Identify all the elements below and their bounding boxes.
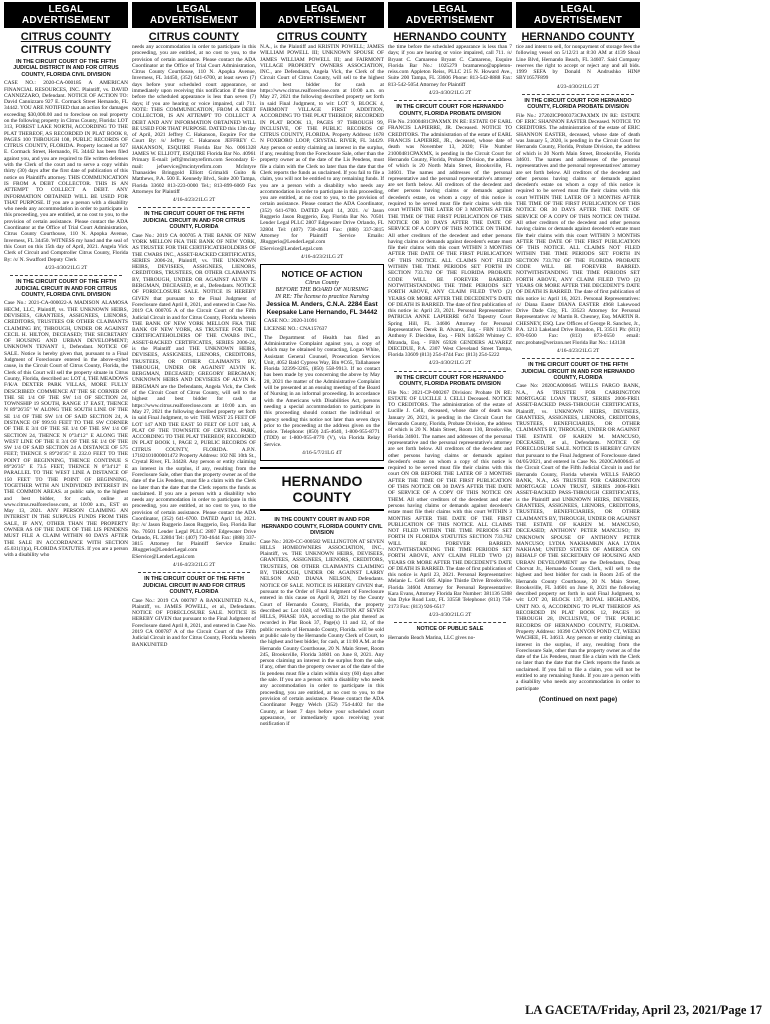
legal-notice (132, 44, 256, 203)
notice-box-subtitle: Citrus County (305, 280, 339, 287)
notice-box-respondent: Jessica M. Anders, C.N.A. 2284 East Keepsake Lane Hernando, FL 34442 (266, 301, 378, 317)
legal-columns (4, 2, 766, 998)
notice-body: Case No: 2020CA000645 WELLS FARGO BANK, N.A., AS TRUSTEE FOR CARRINGTON MORTGAGE LOAN TRUST, SERIES 2006-FRE1 ASSET-BACKED PASS-THROUGH CERTIFICATES, Plaintiff, vs. UNKNOWN HEIRS, DEVISEES, GRANTEES, ASSIGNEES, LIENORS, CREDITORS, TRUSTEES, BENEFICIARIES, OR OTHER CLAIMANTS BY, THROUGH, UNDER OR AGAINST THE ESTATE OF KAREN M. MANCUSO, DECEASED, et al., Defendants. NOTICE OF FORECLOSURE SALE. NOTICE IS HEREBY GIVEN that pursuant to the Final Judgment of Foreclosure dated 04/05/2021, and entered in Case No. 2020CA000645 of the Circuit Court of the Fifth Judicial Circuit in and for Hernando County, Florida wherein WELLS FARGO BANK, N.A., AS TRUSTEE FOR CARRINGTON MORTGAGE LOAN TRUST, SERIES 2006-FRE1 ASSET-BACKED PASS-THROUGH CERTIFICATES, is the Plaintiff and UNKNOWN HEIRS, DEVISEES, GRANTEES, ASSIGNEES, LIENORS, CREDITORS, TRUSTEES, BENEFICIARIES, OR OTHER CLAIMANTS BY, THROUGH, UNDER OR AGAINST THE ESTATE OF KAREN M. MANCUSO, DECEASED; ANTHONY PETER MANCUSO; IN UNKNOWN SPOUSE OF ANTHONY PETER MANCUSO; LYDIA NAKHAMKIN AKA LYDIA NAKHAM; UNITED STATES OF AMERICA ON BEHALF OF THE SECRETARY OF HOUSING AND URBAN DEVELOPMENT are the Defendants, Doug Chorvat Jr., Hernando County Clerk, will sell to the highest and best bidder for cash in Room 245 of the Hernando County Courthouse, 20 N. Main Street, Brooksville, FL 34601 on June 8, 2021 the following described property set forth in said Final Judgment, to wit: LOT 20, BLOCK 137, ROYAL HIGHLANDS, UNIT NO. 6, ACCORDING TO PLAT THEREOF AS RECORDED IN PLAT BOOK 12, PAGES 16 THROUGH 28, INCLUSIVE, OF THE PUBLIC RECORDS OF HERNANDO COUNTY, FLORIDA. Property Address: 10390 CANYON POND CT, WEEKI WACHEE, FL 34613. Any person or entity claiming an interest in the surplus, if any, resulting from the Foreclosure Sale, other than the property owner as of the date of the Lis Pendens, must file a claim with the Clerk no later than the date that the Clerk reports the funds as unclaimed. If you fail to file a claim, you will not be entitled to any remaining funds. If you are a person with a disability who needs any accommodation in order to participate (516, 383, 640, 692)
divider (522, 94, 634, 95)
notice-tag: 4/16-4/23/21LG 2T (300, 253, 344, 260)
notice-tag: 4/23-4/30/21LG 2T (44, 264, 88, 271)
notice-box-title: NOTICE OF ACTION (281, 269, 363, 280)
section-title: HERNANDO COUNTY (260, 467, 384, 511)
county-title: HERNANDO COUNTY (521, 31, 635, 43)
notice-heading: NOTICE OF PUBLIC SALE (416, 626, 484, 633)
notice-tag: 4/16-4/23/21LG 2T (172, 562, 216, 569)
notice-body: File No.: 27202ICP000373CPAXMX IN RE: ESTATE OF ERIC SHANNON EASTER Deceased. NOTICE TO CREDITORS. The administration of the estate of ERIC SHANNON EASTER, deceased, whose date of death was January 5, 2020, is pending in the Circuit Court for Hernando County, Florida, Probate Division, the address of which is 20 North Main Street, Brooksville, Florida 34601. The names and addresses of the personal representatives and the personal representatives' attorney are set forth below. All creditors of the decedent and other persons having claims or demands against decedent's estate on whom a copy of this notice is required to be served must file their claims with this court WITHIN THE LATER OF 3 MONTHS AFTER THE TIME OF THE FIRST PUBLICATION OF THIS NOTICE OR 30 DAYS AFTER THE DATE OF SERVICE OF A COPY OF THIS NOTICE ON THEM. All other creditors of the decedent and other persons having claims or demands against decedent's estate must file their claims with this court WITHIN 3 MONTHS AFTER THE DATE OF THE FIRST PUBLICATION OF THIS NOTICE. ALL CLAIMS NOT FILED WITHIN THE TIME PERIODS SET FORTH IN SECTION 733.702 OF THE FLORIDA PROBATE CODE WILL BE FOREVER BARRED. NOTWITHSTANDING THE TIME PERIODS SET FORTH ABOVE, ANY CLAIM FILED TWO (2) YEARS OR MORE AFTER THE DECEDENT'S DATE OF DEATH IS BARRED. The date of first publication of this notice is: April 16, 2021. Personal Representatives: /s/ Diana Easter DIANA EASTER 4968 Lakewood Drive Dade City, FL 33523 Attorney for Personal Representative: /s/ Martin R. Chesney, Esq. MARTIN R. CHESNEY, ESQ. Law Offices of George R. Sanchez, Jr., P.A. 1213 Lakeland Drive Brandon, FL 33511 Ph: (813) 870-0500 Fax: (813) 873-0550 email: mrc.probate@verizon.net Florida Bar No.: 143138 (516, 112, 640, 346)
notice-body: File No. 21000481CPAXMX IN RE: ESTATE OF EARL FRANCIS LAPIERRE, JR. Deceased. NOTICE TO CREDITORS. The administration of the estate of EARL FRANCIS LAPIERRE, JR., deceased, whose date of death was November 13, 2020; File Number 21000481CPAXMX, is pending in the Circuit Court for Hernando County, Florida, Probate Division, the address of which is 20 North Main Street, Brooksville, FL 34601. The names and addresses of the personal representative and the personal representative's attorney are set forth below. All creditors of the decedent and other persons having claims or demands against decedent's estate, on whom a copy of this notice is required to be served must file their claims with this court WITHIN THE LATER OF 3 MONTHS AFTER THE TIME OF THE FIRST PUBLICATION OF THIS NOTICE OR 30 DAYS AFTER THE DATE OF SERVICE OF A COPY OF THIS NOTICE ON THEM. All other creditors of the decedent and other persons having claims or demands against decedent's estate must file their claims with this court WITHIN 3 MONTHS AFTER THE DATE OF THE FIRST PUBLICATION OF THIS NOTICE. ALL CLAIMS NOT FILED WITHIN THE TIME PERIODS SET FORTH IN SECTION 733.702 OF THE FLORIDA PROBATE CODE WILL BE FOREVER BARRED. NOTWITHSTANDING THE TIME PERIODS SET FORTH ABOVE, ANY CLAIM FILED TWO (2) YEARS OR MORE AFTER THE DECEDENT'S DATE OF DEATH IS BARRED. The date of first publication of this notice is: April 23, 2021. Personal Representative: PATRICIA ANNE LAPIERRE 6474 Tapestry Court Spring Hill, FL 34606 Attorney for Personal Representative: Derek B. Alvarez, Esq. - FBN 114278 Anthony F. Diecidue, Esq. - FBN 146528 Whitney C. Miranda, Esq. - FBN 65928 GENDERS ALVAREZ DIECIDUE, P.A. 2307 West Cleveland Street Tampa, Florida 33609 (813) 254-4744 Fax: (813) 254-5222 (388, 119, 512, 359)
notice-heading: IN THE CIRCUIT COURT OF THE FIFTH JUDICIAL CIRCUIT IN AND FOR CITRUS COUNTY, FLORIDA CIVIL DIVISION (14, 279, 118, 298)
nursing-notice-box (260, 264, 384, 461)
column-header: LEGAL ADVERTISEMENT (516, 2, 640, 28)
column-header: LEGAL ADVERTISEMENT (388, 2, 512, 28)
legal-notice (4, 279, 128, 558)
notice-tag: 4/16-5/7/21LG 4T (302, 450, 342, 457)
legal-notice (388, 375, 512, 619)
notice-body: Case No.: 2020-CC-000582 WELLINGTON AT SEVEN HILLS HOMEOWNERS ASSOCIATION, INC., Plaintiff, vs. THE UNKNOWN HEIRS, DEVISEES, GRANTEES, ASSIGNEES, LIENORS, CREDITORS, TRUSTEES, OR OTHER CLAIMANTS CLAIMING BY, THROUGH, UNDER OR AGAINST LARRY NELSON AND DIANA NELSON, Defendants. NOTICE OF SALE. NOTICE IS HEREBY GIVEN that, pursuant to the Order of Final Judgment of Foreclosure entered in this cause on April 8, 2021 by the County Court of Hernando County, Florida, the property described as: Lot 1028, of WELLINGTON AT SEVEN HILLS, PHASE 10A, according to the plat thereof as recorded in Plat Book 37, Page(s) 11 and 12, of the public records of Hernando County, Florida. will be sold at public sale by the Hernando County Clerk of Court, to the highest and best bidder, for cash, at 11:00 A.M. at the Hernando County Courthouse, 20 N. Main Street, Room 245, Brooksville, Florida 34601 on June 8, 2021. Any person claiming an interest in the surplus from the sale, if any, other than the property owner as of the date of the lis pendens must file a claim within sixty (60) days after the sale. If you are a person with a disability who needs any accommodation in order to participate in this proceeding, you are entitled, at no cost to you, to the provision of certain assistance. Please contact the ADA Coordinator Peggy Welch (352) 754-4402 for the County, at least 7 days before your scheduled court appearance, or immediately upon receiving your notification if (260, 538, 384, 728)
column-header: LEGAL ADVERTISEMENT (4, 2, 128, 28)
legal-notice (132, 576, 256, 648)
notice-heading: IN THE CIRCUIT COURT FOR HERNANDO COUNTY, FLORIDA PROBATE DIVISION (396, 374, 504, 388)
notice-body: N.A., is the Plaintiff and KRISTIN POWELL; JAMES WILLIAM POWELL III; UNKNOWN SPOUSE OF JAMES WILLIAM POWELL III; and FAIRMONT VILLAGE PROPERTY OWNERS ASSOCIATION, INC., are Defendants, Angela Vick, the Clerk of the Circuit Court of Citrus County, will sell to the highest and best bidder for cash at https://www.citrus.realforeclose.com at 10:00 a.m. on May 27, 2021 the following described property set forth in said Final Judgment, to wit: LOT 9, BLOCK 4, FAIRMONT VILLAGE FIRST ADDITION, ACCORDING TO THE PLAT THEREOF, RECORDED IN PLAT BOOK 13, PAGES 97 THROUGH 99, INCLUSIVE, OF THE PUBLIC RECORDS OF CITRUS COUNTY, FLORIDA. Property Address: 1678 N FOXBORO LOOP, CRYSTAL RIVER, FL 34429. Any person or entity claiming an interest in the surplus, if any, resulting from the Foreclosure Sale, other than the property owner as of the date of the Lis Pendens, must file a claim with the Clerk no later than the date that the Clerk reports the funds as unclaimed. If you fail to file a claim, you will not be entitled to any remaining funds. If you are a person with a disability who needs any accommodation in order to participate in this proceeding, you are entitled, at no cost to you, to the provision of certain assistance. Please contact the ADA Coordinator, (352) 641-6700. DATED April 14, 2021. /s/ Jason Ruggerio Jason Ruggerio, Esq. Florida Bar No. 70501 Lender Legal PLLC 2807 Edgewater Drive Orlando, FL 32804 Tel: (407) 730-4644 Fax: (888) 337-3815 Attorney for Plaintiff Service Emails: JRuggerio@LenderLegal.com EService@LenderLegal.com (260, 44, 384, 252)
divider (394, 622, 506, 623)
divider (10, 275, 122, 276)
notice-box-case: CASE NO.: 2020-31091 (264, 318, 318, 325)
notice-heading: IN THE CIRCUIT COURT FOR HERNANDO COUNTY, FLORIDA PROBATE DIVISION (396, 104, 504, 117)
notice-body: Hernando Beach Marina, LLC gives no- (388, 634, 476, 641)
notice-body: CASE NO.: 2020-CA-000185 A AMERICAN FINANCIAL RESOURCES, INC. Plaintiff, vs. DAVID CANNIZZARO, Defendant. NOTICE OF ACTION TO: David Cannizzaro 927 E. Cormack Street Hernando, FL 34442. YOU ARE NOTIFIED that an action for damages exceeding $30,000.00 and to foreclose on real property on the following property in Citrus County, Florida: LOT 313, FOREST LAKE NORTH, ACCORDING TO THE PLAT THEREOF, AS RECORDED IN PLAT BOOK 8, PAGES 100 THROUGH 108, PUBLIC RECORDS OF CITRUS COUNTY, FLORIDA. Property located at 927 E. Cormack Street, Hernando, FL 34442 has been filed against you, and you are required to file written defenses with the Clerk of the court and to serve a copy within thirty (30) days after the first date of publication of this notice on Plaintiff's attorney. THIS COMMUNICATION IS FROM A DEBT COLLECTOR. THIS IS AN ATTEMPT TO COLLECT A DEBT. ANY INFORMATION OBTAINED WILL BE USED FOR THAT PURPOSE. If you are a person with a disability who needs any accommodation in order to participate in this proceeding, you are entitled, at no cost to you, to the provision of certain assistance. Please contact the ADA Coordinator at the Office of Trial Court Administration, Citrus County Courthouse, 110 N. Apopka Avenue, Inverness, FL 34450. WITNESS my hand and the seal of this Court on this 15th day of April, 2021. Angela Vick Clerk of Circuit and Comptroller Citrus County, Florida By: /s/ N. Swafford Deputy Clerk (4, 80, 128, 263)
notice-box-agency: BEFORE THE BOARD OF NURSING (275, 287, 369, 294)
notice-heading: IN THE CIRCUIT COURT OF THE FIFTH JUDICIAL CIRCUIT IN AND FOR HERNANDO COUNTY, FLORIDA (521, 362, 635, 381)
divider (138, 207, 250, 208)
column-4 (388, 2, 512, 998)
county-title: CITRUS COUNTY (20, 31, 112, 43)
column-header: LEGAL ADVERTISEMENT (260, 2, 384, 28)
page-footer: LA GACETA/Friday, April 23, 2021/Page 17 (525, 1003, 762, 1017)
county-title: HERNANDO COUNTY (393, 31, 507, 43)
notice-box-re: IN RE: The license to practice Nursing (275, 294, 369, 301)
notice-heading: IN THE CIRCUIT COURT FOR HERNANDO COUNTY, FLORIDA PROBATE DIVISION (524, 98, 632, 111)
column-5 (516, 2, 640, 998)
notice-tag: 4/23-4/30/21LG 2T (556, 83, 600, 90)
divider (522, 358, 634, 359)
county-title: CITRUS COUNTY (276, 31, 368, 43)
legal-notice (516, 98, 640, 354)
notice-box-body: The Department of Health has filed an Administrative Complaint against you, a copy of which may be obtained by contacting, Logan White, Assistant General Counsel, Prosecution Services Unit, 4052 Bald Cypress Way, Bin #C65, Tallahassee Florida 32399-3265, (850) 558-9913. If no contact has been made by you concerning the above by May 28, 2021 the matter of the Administrative Complaint will be presented at an ensuing meeting of the Board of Nursing in an informal proceeding. In accordance with the Americans with Disabilities Act, persons needing a special accommodation to participate in this proceeding should contact the individual or agency sending this notice not later than seven days prior to the proceeding at the address given on the notice. Telephone: (850) 245-4640, 1-800-955-8771 (TDD) or 1-800-955-8770 (V), via Florida Relay Service. (264, 334, 380, 448)
notice-body: tice and intent to sell, for nonpayment of storage fees the following vessel on 5/12/21 at 8:30 AM at 4139 Shoal Line Blvd, Hernando Beach, FL 34607. Said Company reserves the right to accept or reject any and all bids. 1999 SEFA by Donald N Andrushko HIN# SBY1657F899 (516, 44, 640, 82)
notice-tag: 4/16-4/23/21LG 2T (172, 197, 216, 204)
notice-body: needs any accommodation in order to participate in this proceeding, you are entitled, at no cost to you, to the provision of certain assistance. Please contact the ADA Coordinator at the Office of Trial Court Administration, Citrus County Courthouse, 110 N. Apopka Avenue, Inverness, FL 34450, (352) 641-6700, at least seven (7) days before your scheduled court appearance, or immediately upon receiving this notification if the time before the scheduled appearance is less than seven (7) days; if you are hearing or voice impaired, call 711. NOTE: THIS COMMUNICATION, FROM A DEBT COLLECTOR, IS AN ATTEMPT TO COLLECT A DEBT AND ANY INFORMATION OBTAINED WILL BE USED FOR THAT PURPOSE. DATED this 13th day of April, 2021 Jeffrey C. Hakanson, Esquire For the Court By: /s/ Jeffrey C. Hakanson JEFFREY C. HAKANSON, ESQUIRE Florida Bar No. 0061328 JAMES W. ELLIOTT, ESQUIRE Florida Bar No. 40961 Primary E-mail: jeff@mcintyrefirm.com Secondary E-mail: jefservice@mcintyrefirm.com McIntyre Thanasides Bringgold Elliott Grimaldi Guito & Matthews, P.A. 500 E. Kennedy Blvd., Suite 200 Tampa, Florida 33602 813-223-0000 Tel.; 813-899-6069 Fax Attorneys for Plaintiff (132, 44, 256, 195)
column-3 (260, 2, 384, 998)
notice-tag: 4/23-4/30/21LG 2T (428, 611, 472, 618)
legal-notice (388, 626, 512, 641)
notice-heading: IN THE CIRCUIT COURT OF THE FIFTH JUDICIAL CIRCUIT IN AND FOR CITRUS COUNTY, FLORIDA (142, 576, 246, 596)
county-title: CITRUS COUNTY (148, 31, 240, 43)
notice-tag: 4/16-4/23/21LG 2T (556, 347, 600, 354)
notice-body: Case No.: 2021-CA-000022-A MADISON ALAMOSA HECM, LLC, Plaintiff, vs. THE UNKNOWN HEIRS, DEVISEES, GRANTEES, ASSIGNEES, LIENORS, CREDITORS, TRUSTEES OR OTHER CLAIMANTS CLAIMING BY, THROUGH, UNDER OR AGAINST CECIL H. HILTON, DECEASED; THE SECRETARY OF HOUSING AND URBAN DEVELOPMENT; UNKNOWN TENANT 1, Defendant. NOTICE OF SALE. Notice is hereby given that, pursuant to a Final Judgment of Foreclosure entered in the above-styled cause, in the Circuit Court of Citrus County, Florida, the Clerk of this Court will sell the property situate in Citrus County, Florida, described as: LOT 4, THE MEADOWS F/K/A DEXTER PARK VILLAS, MORE FULLY DESCRIBED: COMMENCE AT THE SE CORNER OF THE SE 1/4 OF THE SW 1/4 OF SECTION 24, TOWNSHIP 19 SOUTH, RANGE 17 EAST, THENCE N 89°26'35" W ALONG THE SOUTH LINE OF THE SE 1/4 OF THE SW 1/4 OF SAID SECTION 24, A DISTANCE OF 999.93 FEET TO THE SW CORNER OF THE E 3/4 OF THE SE 1/4 OF THE SW 1/4 OF SECTION 24, THENCE N 0°34'12" E ALONG THE WEST LINE OF THE E 3/4 OF THE SE 1/4 OF THE SW 1/4 OF SAID SECTION 24 A DISTANCE OF 575 FEET; THENCE S 89°26'35" E 232.0 FEET TO THE POINT OF BEGINNING, THENCE CONTINUE S 89°26'35" E 73.5 FEET, THENCE N 0°34'12" E PARALLEL TO THE WEST LINE A DISTANCE OF 150 FEET TO THE POINT OF BEGINNING, TOGETHER WITH AN UNDIVIDED INTEREST IN THE COMMON AREAS. at public sale, to the highest and best bidder, for cash, online at www.citrus.realforeclose.com, at 10:00 a.m., EST on May 13, 2021. ANY PERSON CLAIMING AN INTEREST IN THE SURPLUS FUNDS FROM THIS SALE, IF ANY, OTHER THAN THE PROPERTY OWNER AS OF THE DATE OF THE LIS PENDENS MUST FILE A CLAIM WITHIN 60 DAYS AFTER THE SALE IN ACCORDANCE WITH SECTION 45.031(1)(a), FLORIDA STATUTES. If you are a person with a disability who (4, 300, 128, 559)
notice-tag: 4/23-4/30/21LG 2T (428, 360, 472, 367)
notice-heading: IN THE CIRCUIT COURT OF THE FIFTH JUDICIAL DISTRICT IN AND FOR CITRUS COUNTY, FLORIDA CIVIL DIVISION (13, 59, 119, 78)
legal-notice (388, 44, 512, 96)
legal-notice (260, 517, 384, 727)
notice-tag: 4/23-4/30/21LG 2T (428, 90, 472, 97)
county-subtitle: CITRUS COUNTY (20, 44, 112, 56)
notice-body: Case No.: 2019 CA 000787 A BANKUNITED N.A., Plaintiff, vs. JAMES POWELL, et al., Defendants. NOTICE OF FORECLOSURE SALE. NOTICE IS HEREBY GIVEN that pursuant to the Final Judgment of Foreclosure dated April 8, 2021, and entered in Case No. 2019 CA 000787 A of the Circuit Court of the Fifth Judicial Circuit in and for Citrus County, Florida wherein BANKUNITED (132, 597, 256, 648)
column-header: LEGAL ADVERTISEMENT (132, 2, 256, 28)
column-1 (4, 2, 128, 998)
column-2 (132, 2, 256, 998)
notice-heading: IN THE COUNTY COURT IN AND FOR HERNANDO COUNTY, FLORIDA COUNTY CIVIL DIVISION (261, 517, 383, 537)
legal-notice (132, 211, 256, 568)
divider (394, 100, 506, 101)
legal-notice (260, 44, 384, 260)
legal-notice (4, 59, 128, 271)
divider (394, 371, 506, 372)
notice-body: the time before the scheduled appearance is less than 7 days; if you are hearing or voice impaired, call 711. /s/ Bryant C. Camareno Bryant C. Camareno, Esquire Florida Bar No.: 1025279 bcamareno@appleton-reiss.com Appleton Reiss, PLLC 215 N. Howard Ave., Suite 200 Tampa, FL 33606 Phone: 813-542-8888 Fax: 813-542-5054 Attorney for Plaintiff (388, 44, 512, 88)
notice-body: Case No.: 2019 CA 000705 A THE BANK OF NEW YORK MELLON FKA THE BANK OF NEW YORK, AS TRUSTEE FOR THE CERTIFICATEHOLDERS OF THE CWABS INC., ASSET-BACKED CERTIFICATES, SERIES 2006-24, Plaintiff, vs. THE UNKNOWN HEIRS, DEVISEES, ASSIGNEES, LIENORS, CREDITORS, TRUSTEES, OR OTHER CLAIMANTS BY, THROUGH, UNDER OR AGAINST ALVIN K. BERGMAN, DECEASED, et al., Defendants. NOTICE OF FORECLOSURE SALE. NOTICE IS HEREBY GIVEN that pursuant to the Final Judgment of Foreclosure dated April 8, 2021, and entered in Case No. 2019 CA 000705 A of the Circuit Court of the Fifth Judicial Circuit in and for Citrus County, Florida wherein THE BANK OF NEW YORK MELLON FKA THE BANK OF NEW YORK, AS TRUSTEE FOR THE CERTIFICATEHOLDERS OF THE CWABS INC., ASSET-BACKED CERTIFICATES, SERIES 2006-24, is the Plaintiff and THE UNKNOWN HEIRS, DEVISEES, ASSIGNEES, LIENORS, CREDITORS, TRUSTEES, OR OTHER CLAIMANTS BY, THROUGH, UNDER OR AGAINST ALVIN K. BERGMAN, DECEASED; GREGORY BERGMAN; UNKNOWN HEIRS AND DEVISEES OF ALVIN K. BERGMAN are the Defendants, Angela Vick, the Clerk of the Circuit Court of Citrus County, will sell to the highest and best bidder for cash at https://www.citrus.realforeclose.com at 10:00 a.m. on May 27, 2021 the following described property set forth in said Final Judgment, to wit: THE WEST 25 FEET OF LOT 147 AND THE EAST 50 FEET OF LOT 148, A PLAT OF THE TOWNSITE OF CRYSTAL PARK, ACCORDING TO THE PLAT THEREOF, RECORDED IN PLAT BOOK 1, PAGE 2, PUBLIC RECORDS OF CITRUS COUNTY, FLORIDA. A.P.N. 17182101000001472 Property Address: 102 NE 10th St., Crystal River, FL 34428. Any person or entity claiming an interest in the surplus, if any, resulting from the Foreclosure Sale, other than the property owner as of the date of the Lis Pendens, must file a claim with the Clerk no later than the date that the Clerk reports the funds as unclaimed. If you are a person with a disability who needs any accommodation in order to participate in this proceeding, you are entitled, at no cost to you, to the provision of certain assistance. Please contact the ADA Coordinator, (352) 641-6700. DATED April 14, 2021. By: /s/ Jason Ruggerio Jason Ruggerio, Esq. Florida Bar No. 70501 Lender Legal PLLC 2807 Edgewater Drive Orlando, FL 32804 Tel: (407) 730-4644 Fax: (888) 337-3815 Attorney for Plaintiff Service Emails: JRuggerio@LenderLegal.com EService@LenderLegal.com (132, 232, 256, 560)
legal-notice (516, 44, 640, 90)
divider (138, 572, 250, 573)
notice-body: File No.: 2021-CP-000267 Division: Probate IN RE: ESTATE OF LUCILLE J. CELLI Deceased. NOTICE TO CREDITORS. The administration of the estate of Lucille J. Celli, deceased, whose date of death was January 26, 2021, is pending in the Circuit Court for Hernando County, Florida, Probate Division, the address of which is 20 N. Main Street, Room 130, Brooksville, Florida 34601. The names and addresses of the personal representative and the personal representative's attorney are set forth below. All creditors of the decedent and other persons having claims or demands against decedent's estate on whom a copy of this notice is required to be served must file their claims with this court ON OR BEFORE THE LATER OF 3 MONTHS AFTER THE TIME OF THE FIRST PUBLICATION OF THIS NOTICE OR 30 DAYS AFTER THE DATE OF SERVICE OF A COPY OF THIS NOTICE ON THEM. All other creditors of the decedent and other persons having claims or demands against decedent's estate must file their claims with this court WITHIN 3 MONTHS AFTER THE DATE OF THE FIRST PUBLICATION OF THIS NOTICE. ALL CLAIMS NOT FILED WITHIN THE TIME PERIODS SET FORTH IN FLORIDA STATUTES SECTION 733.702 WILL BE FOREVER BARRED. NOTWITHSTANDING THE TIME PERIODS SET FORTH ABOVE, ANY CLAIM FILED TWO (2) YEARS OR MORE AFTER THE DECEDENT'S DATE OF DEATH IS BARRED. The date of first publication of this notice is April 23, 2021. Personal Representative: Melanie L. Celli 685 Alpine Thistle Drive Brooksville, Florida 34604 Attorney for Personal Representative: Kara Evans, Attorney Florida Bar Number: 381136 5308 Van Dyke Road Lutz, FL 33558 Telephone: (813) 758-2173 Fax: (813) 926-6517 (388, 389, 512, 610)
legal-notice (388, 104, 512, 366)
notice-box-license: LICENSE NO.: CNA157637 (264, 326, 328, 333)
continued-note: (Continued on next page) (538, 695, 618, 703)
legal-notice (516, 362, 640, 692)
notice-heading: IN THE CIRCUIT COURT OF THE FIFTH JUDICIAL CIRCUIT IN AND FOR CITRUS COUNTY, FLORIDA (142, 211, 246, 231)
